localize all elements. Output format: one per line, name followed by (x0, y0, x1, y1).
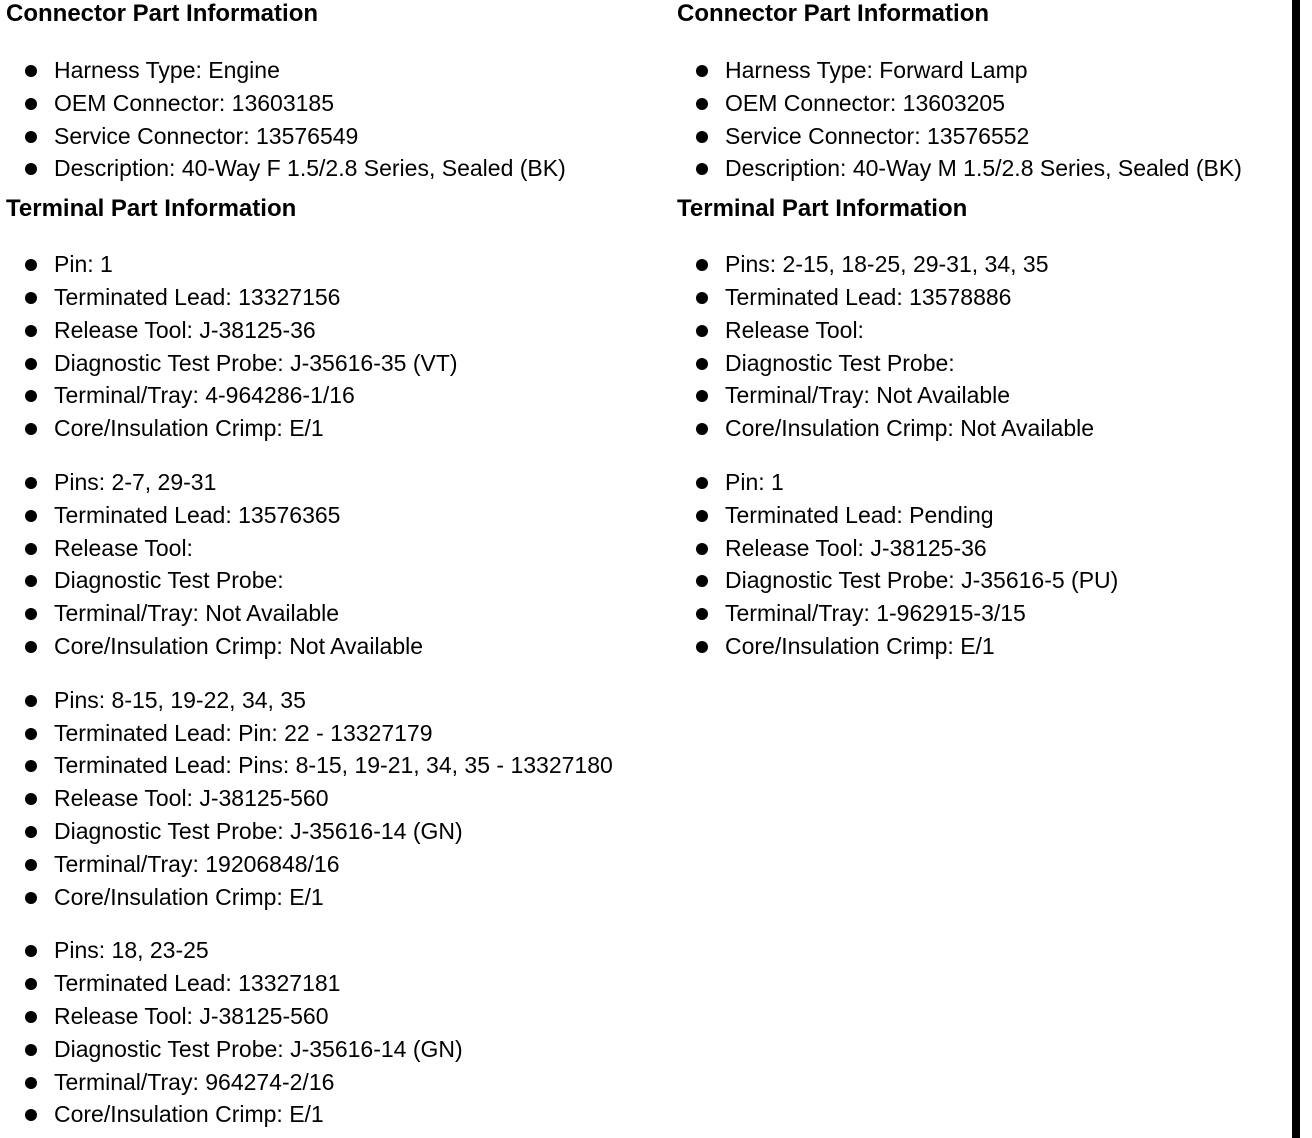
list-item (677, 630, 1297, 663)
item-text: Pins: 8-15, 19-22, 34, 35 (54, 686, 306, 713)
bullet-icon (25, 98, 37, 110)
terminal-group (677, 466, 1297, 663)
list-item (677, 314, 1297, 347)
bullet-icon (696, 390, 708, 402)
list-item (6, 782, 670, 815)
list-item (677, 281, 1297, 314)
connector-heading: Connector Part Information (677, 0, 990, 27)
item-text: Core/Insulation Crimp: Not Available (54, 632, 424, 659)
bullet-icon (696, 477, 708, 489)
list-item (6, 1098, 670, 1131)
terminal-group (6, 684, 670, 914)
bullet-icon (696, 65, 708, 77)
bullet-icon (25, 1044, 37, 1056)
list-item (6, 248, 670, 281)
item-text: Pins: 2-15, 18-25, 29-31, 34, 35 (725, 251, 1049, 278)
connector-info-list (6, 54, 670, 185)
item-text: Core/Insulation Crimp: E/1 (725, 632, 995, 659)
list-item (677, 532, 1297, 565)
connector-heading: Connector Part Information (6, 0, 319, 27)
bullet-icon (25, 131, 37, 143)
terminal-heading: Terminal Part Information (677, 195, 968, 223)
bullet-icon (25, 390, 37, 402)
bullet-icon (25, 608, 37, 620)
item-text: Terminal/Tray: 964274-2/16 (54, 1068, 335, 1095)
list-item (6, 1033, 670, 1066)
bullet-icon (25, 826, 37, 838)
list-item (6, 749, 670, 782)
bullet-icon (25, 575, 37, 587)
list-item (6, 152, 670, 185)
bullet-icon (25, 1109, 37, 1121)
list-item (677, 412, 1297, 445)
item-text: Terminated Lead: Pending (725, 501, 994, 528)
item-text: Pins: 18, 23-25 (54, 937, 209, 964)
item-text: Release Tool: (725, 316, 864, 343)
bullet-icon (696, 510, 708, 522)
item-text: Terminated Lead: Pins: 8-15, 19-21, 34, 35 - 13327180 (54, 752, 613, 779)
page-edge-rule (1292, 0, 1300, 1138)
item-text: Pin: 1 (54, 251, 113, 278)
item-text: Diagnostic Test Probe: (54, 567, 284, 594)
bullet-icon (696, 292, 708, 304)
item-text: Core/Insulation Crimp: Not Available (725, 415, 1095, 442)
item-text: Release Tool: J-38125-36 (725, 534, 987, 561)
bullet-icon (25, 945, 37, 957)
list-item (6, 379, 670, 412)
list-item (6, 1066, 670, 1099)
item-text: Terminated Lead: 13327181 (54, 970, 341, 997)
list-item (677, 379, 1297, 412)
item-text: Release Tool: J-38125-560 (54, 1002, 329, 1029)
bullet-icon (696, 325, 708, 337)
terminal-heading: Terminal Part Information (6, 195, 297, 223)
item-text: Terminated Lead: 13327156 (54, 283, 341, 310)
connector-info-list (677, 54, 1297, 185)
item-text: Service Connector: 13576552 (725, 122, 1030, 149)
item-text: Diagnostic Test Probe: J-35616-5 (PU) (725, 567, 1119, 594)
list-item (677, 347, 1297, 380)
list-item (677, 597, 1297, 630)
list-item (677, 87, 1297, 120)
list-item (6, 466, 670, 499)
list-item (6, 532, 670, 565)
terminal-group (6, 934, 670, 1131)
list-item (6, 54, 670, 87)
item-text: Diagnostic Test Probe: J-35616-14 (GN) (54, 1035, 463, 1062)
bullet-icon (696, 163, 708, 175)
bullet-icon (25, 477, 37, 489)
item-text: Core/Insulation Crimp: E/1 (54, 415, 324, 442)
item-text: Core/Insulation Crimp: E/1 (54, 883, 324, 910)
list-item (677, 54, 1297, 87)
item-text: Description: 40-Way M 1.5/2.8 Series, Sealed (BK) (725, 155, 1242, 182)
bullet-icon (25, 1011, 37, 1023)
bullet-icon (25, 292, 37, 304)
item-text: Release Tool: J-38125-36 (54, 316, 316, 343)
terminal-group (6, 466, 670, 663)
item-text: Pins: 2-7, 29-31 (54, 468, 217, 495)
bullet-icon (696, 131, 708, 143)
bullet-icon (696, 423, 708, 435)
list-item (6, 967, 670, 1000)
terminal-group (6, 248, 670, 445)
item-text: OEM Connector: 13603205 (725, 89, 1006, 116)
bullet-icon (25, 695, 37, 707)
item-text: Terminal/Tray: Not Available (54, 600, 340, 627)
item-text: Harness Type: Forward Lamp (725, 57, 1028, 83)
list-item (6, 717, 670, 750)
left-column (6, 0, 670, 1131)
list-item (6, 314, 670, 347)
bullet-icon (25, 259, 37, 271)
list-item (6, 881, 670, 914)
bullet-icon (25, 760, 37, 772)
list-item (6, 564, 670, 597)
bullet-icon (25, 543, 37, 555)
bullet-icon (25, 641, 37, 653)
bullet-icon (25, 1077, 37, 1089)
item-text: Release Tool: J-38125-560 (54, 785, 329, 812)
bullet-icon (25, 793, 37, 805)
bullet-icon (696, 358, 708, 370)
item-text: Terminal/Tray: Not Available (725, 382, 1011, 409)
bullet-icon (696, 575, 708, 587)
bullet-icon (696, 259, 708, 271)
item-text: Terminal/Tray: 1-962915-3/15 (725, 600, 1026, 627)
item-text: Description: 40-Way F 1.5/2.8 Series, Sealed (BK) (54, 155, 566, 182)
list-item (6, 848, 670, 881)
item-text: Harness Type: Engine (54, 57, 280, 83)
bullet-icon (696, 641, 708, 653)
list-item (677, 466, 1297, 499)
list-item (6, 499, 670, 532)
list-item (6, 630, 670, 663)
item-text: Terminated Lead: 13576365 (54, 501, 341, 528)
item-text: Diagnostic Test Probe: J-35616-14 (GN) (54, 817, 463, 844)
bullet-icon (25, 325, 37, 337)
item-text: Terminal/Tray: 4-964286-1/16 (54, 382, 355, 409)
list-item (677, 152, 1297, 185)
list-item (677, 120, 1297, 153)
list-item (6, 934, 670, 967)
item-text: Diagnostic Test Probe: J-35616-35 (VT) (54, 349, 458, 376)
list-item (6, 684, 670, 717)
list-item (6, 347, 670, 380)
bullet-icon (25, 859, 37, 871)
bullet-icon (696, 98, 708, 110)
item-text: Service Connector: 13576549 (54, 122, 359, 149)
bullet-icon (25, 510, 37, 522)
terminal-group (677, 248, 1297, 445)
right-column (677, 0, 1297, 663)
item-text: Terminated Lead: Pin: 22 - 13327179 (54, 719, 433, 746)
list-item (677, 248, 1297, 281)
list-item (677, 564, 1297, 597)
list-item (6, 597, 670, 630)
list-item (6, 87, 670, 120)
item-text: OEM Connector: 13603185 (54, 89, 335, 116)
list-item (677, 499, 1297, 532)
bullet-icon (25, 978, 37, 990)
list-item (6, 815, 670, 848)
list-item (6, 1000, 670, 1033)
item-text: Pin: 1 (725, 468, 784, 495)
item-text: Terminal/Tray: 19206848/16 (54, 850, 340, 877)
bullet-icon (25, 65, 37, 77)
item-text: Core/Insulation Crimp: E/1 (54, 1101, 324, 1128)
bullet-icon (696, 543, 708, 555)
list-item (6, 120, 670, 153)
list-item (6, 281, 670, 314)
list-item (6, 412, 670, 445)
bullet-icon (25, 423, 37, 435)
bullet-icon (25, 358, 37, 370)
item-text: Terminated Lead: 13578886 (725, 283, 1012, 310)
bullet-icon (696, 608, 708, 620)
bullet-icon (25, 163, 37, 175)
item-text: Release Tool: (54, 534, 193, 561)
bullet-icon (25, 728, 37, 740)
item-text: Diagnostic Test Probe: (725, 349, 955, 376)
bullet-icon (25, 892, 37, 904)
